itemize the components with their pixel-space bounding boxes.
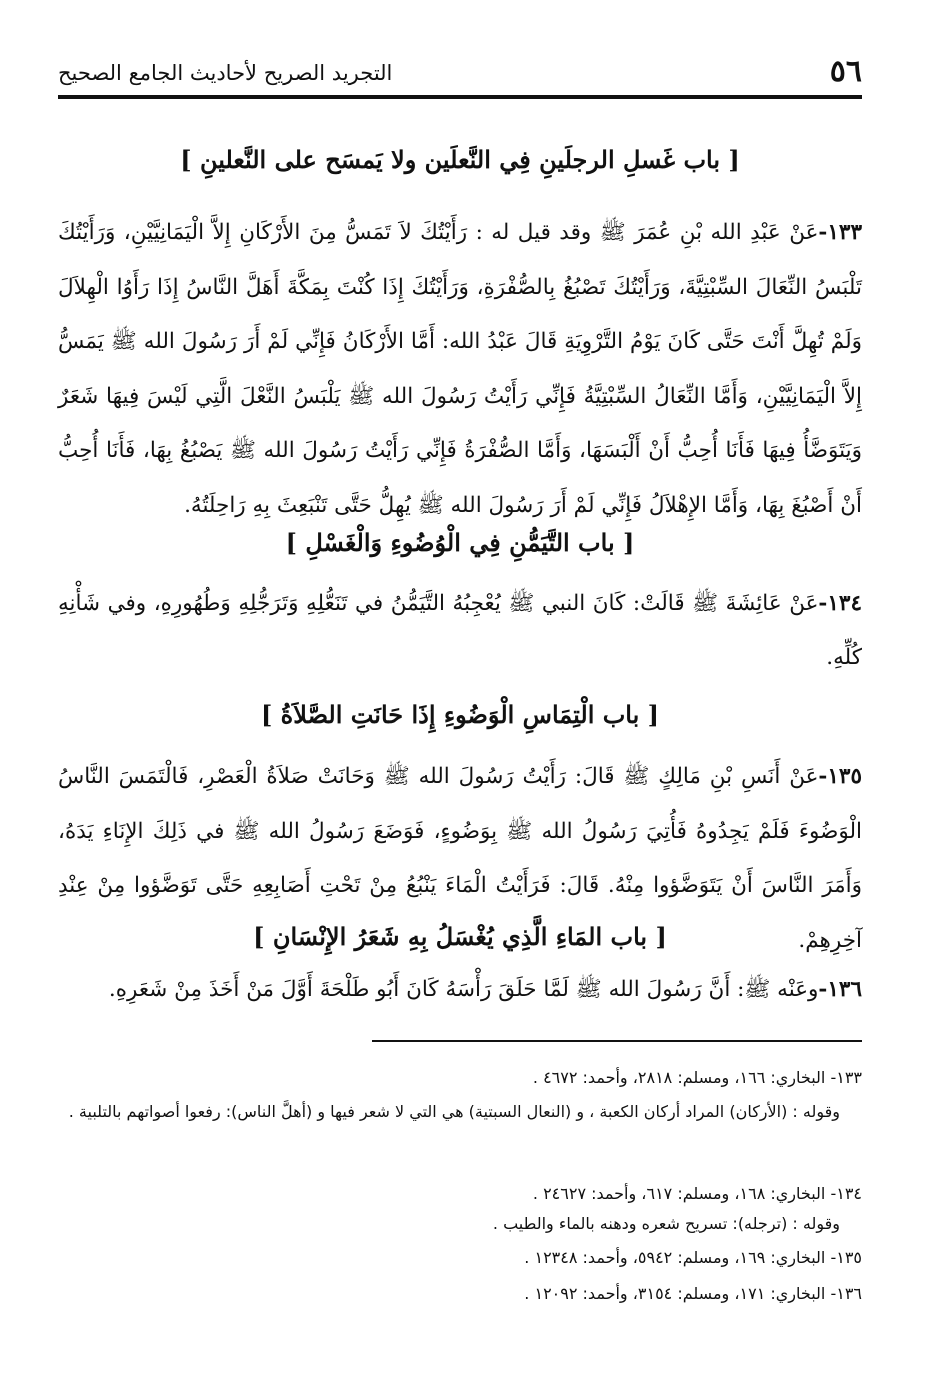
- hadith-text: عَنْ عَائِشَةَ ﷺ قَالَتْ: كَانَ النبي ﷺ يُعْجِبُهُ التَّيَمُّنُ في تَنَعُّلِهِ وَتَرَجُّلِهِ وَطُهُورِهِ، وفي شَأْنِهِ كُلِّهِ.: [58, 591, 862, 670]
- footnote-explanation: [60, 1096, 862, 1128]
- chapter-heading: [ باب غَسلِ الرجلَينِ فِي النَّعلَين ولا يَمسَح على النَّعلينِ ]: [180, 145, 740, 174]
- footnote-reference: ١٣٣- البخاري: ١٦٦، ومسلم: ٢٨١٨، وأحمد: ٤٦٧٢ .: [532, 1068, 862, 1087]
- footnote-note: وقوله : (الأركان) المراد أركان الكعبة ، و (النعال السبتية) هي التي لا شعر فيها و (أهلَّ الناس): رفعوا أصواتهم بالتلبية .: [68, 1102, 840, 1121]
- hadith-number: ١٣٤-: [818, 591, 862, 616]
- header-rule: [58, 95, 862, 99]
- hadith-paragraph: [58, 206, 862, 533]
- hadith-text: عَنْ عَبْدِ الله بْنِ عُمَرَ ﷺ وقد قيل له : رَأَيْتُكَ لاَ تَمَسُّ مِنَ الأَرْكَانِ إِلاَّ الْيَمَانِيَّيْنِ، وَرَأَيْتُكَ تَلْبَسُ النِّعَالَ السِّبْتِيَّةَ، وَرَأَيْتُكَ تَصْبُغُ بِالصُّفْرَةِ، وَرَأَيْتُكَ إِذَا كُنْتَ بِمَكَّةَ أَهَلَّ النَّاسُ إِذَا رَأَوُا الْهِلاَلَ وَلَمْ تُهِلَّ أَنْتَ حَتَّى كَانَ يَوْمُ التَّرْوِيَةِ قَالَ عَبْدُ الله: أَمَّا الأَرْكَانُ فَإِنِّي لَمْ أَرَ رَسُولَ الله ﷺ يَمَسُّ إِلاَّ الْيَمَانِيَّيْنِ، وَأَمَّا النِّعَالُ السِّبْتِيَّةُ فَإِنِّي رَأَيْتُ رَسُولَ الله ﷺ يَلْبَسُ النَّعْلَ الَّتِي لَيْسَ فِيهَا شَعَرٌ وَيَتَوَضَّأُ فِيهَا فَأَنَا أُحِبُّ أَنْ أَلْبَسَهَا، وَأَمَّا الصُّفْرَةُ فَإِنِّي رَأَيْتُ رَسُولَ الله ﷺ يَصْبُغُ بِهَا، فَأَنَا أُحِبُّ أَنْ أَصْبُغَ بِهَا، وَأَمَّا الإِهْلاَلُ فَإِنِّي لَمْ أَرَ رَسُولَ الله ﷺ يُهِلُّ حَتَّى تَنْبَعِثَ بِهِ رَاحِلَتُهُ.: [58, 220, 862, 518]
- hadith-number: ١٣٣-: [818, 220, 862, 245]
- hadith-number: ١٣٦-: [818, 977, 862, 1002]
- hadith-text: وعَنْه ﷺ: أَنَّ رَسُولَ الله ﷺ لَمَّا حَلَقَ رَأْسَهُ كَانَ أَبُو طَلْحَةَ أَوَّلَ مَنْ أَخَذَ مِنْ شَعَرِهِ.: [108, 977, 819, 1002]
- chapter-heading: [ باب التَّيَمُّنِ فِي الْوُضُوءِ وَالْغَسْلِ ]: [285, 528, 635, 557]
- footnote-separator: [372, 1040, 862, 1042]
- hadith-number: ١٣٥-: [818, 764, 862, 789]
- page-number: ٥٦: [829, 54, 862, 89]
- hadith-text: عَنْ أَنَسِ بْنِ مَالِكٍ ﷺ قَالَ: رَأَيْتُ رَسُولَ الله ﷺ وَحَانَتْ صَلاَةُ الْعَصْرِ، فَالْتَمَسَ النَّاسُ الْوَضُوءَ فَلَمْ يَجِدُوهُ فَأُتِيَ رَسُولُ الله ﷺ بِوَضُوءٍ، فَوَضَعَ رَسُولُ الله ﷺ في ذَلِكَ الإِنَاءِ يَدَهُ، وَأَمَرَ النَّاسَ أَنْ يَتَوَضَّؤوا مِنْهُ. قَالَ: فَرَأَيْتُ الْمَاءَ يَنْبُعُ مِنْ تَحْتِ أَصَابِعِهِ حَتَّى تَوَضَّؤوا مِنْ عِنْدِ آخِرِهِمْ.: [58, 764, 862, 953]
- running-title: التجريد الصريح لأحاديث الجامع الصحيح: [58, 61, 393, 85]
- hadith-paragraph: [58, 577, 862, 685]
- footnote-reference: ١٣٤- البخاري: ١٦٨، ومسلم: ٦١٧، وأحمد: ٢٤٦٢٧ .: [532, 1184, 862, 1203]
- footnote-reference: ١٣٦- البخاري: ١٧١، ومسلم: ٣١٥٤، وأحمد: ١٢٠٩٢ .: [524, 1284, 862, 1303]
- footnote-reference: ١٣٥- البخاري: ١٦٩، ومسلم: ٥٩٤٢، وأحمد: ١٢٣٤٨ .: [524, 1248, 862, 1267]
- hadith-paragraph: [58, 970, 862, 1010]
- page-header: [58, 52, 862, 94]
- chapter-heading: [ باب الْتِمَاسِ الْوَضُوءِ إِذَا حَانَتِ الصَّلاَةُ ]: [260, 700, 660, 729]
- footnote-explanation: وقوله : (ترجله): تسريح شعره ودهنه بالماء والطيب .: [492, 1214, 840, 1233]
- chapter-heading: [ باب المَاءِ الَّذِي يُغْسَلُ بِهِ شَعَرُ الإِنْسَانِ ]: [253, 922, 667, 951]
